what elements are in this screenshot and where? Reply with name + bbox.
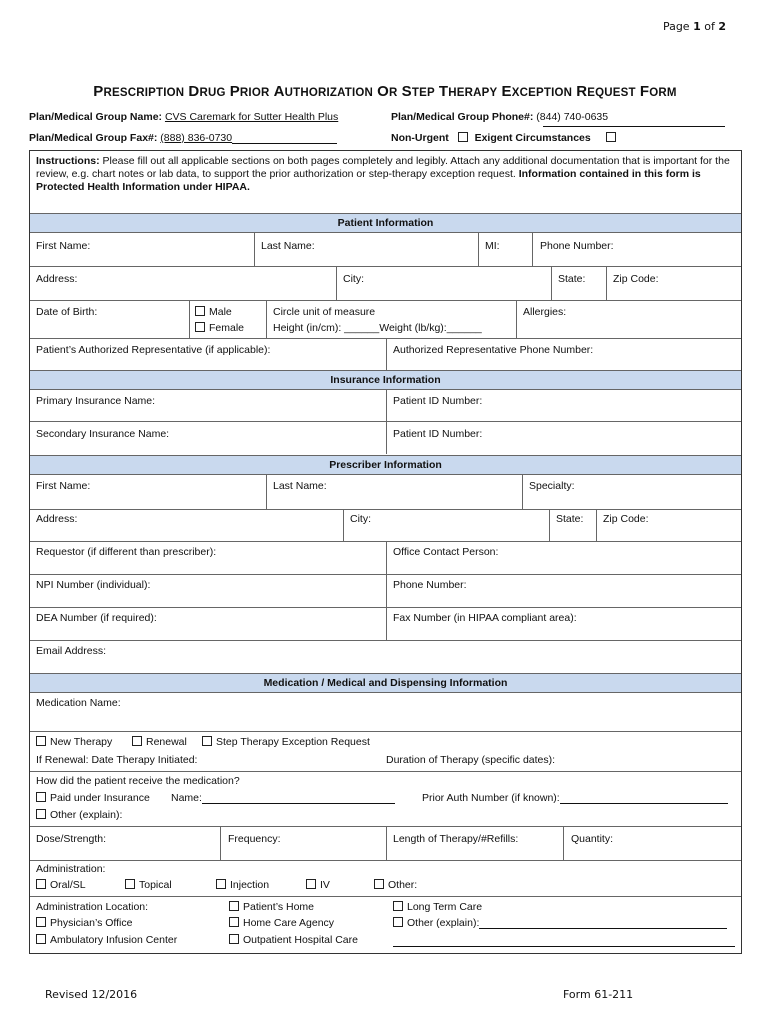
primary-insurance[interactable]: Primary Insurance Name: (36, 395, 156, 407)
secondary-insurance[interactable]: Secondary Insurance Name: (36, 428, 170, 440)
patient-info-header: Patient Information (30, 213, 741, 233)
patients-home-option[interactable] (229, 901, 314, 913)
prior-auth-field[interactable] (422, 792, 728, 804)
quantity[interactable]: Quantity: (571, 833, 614, 845)
ambulatory-label: Ambulatory Infusion Center (50, 934, 178, 946)
divider (30, 266, 741, 267)
instructions-hipaa: Information contained in this form is Protected Health Information under HIPAA. (36, 168, 701, 193)
female-checkbox[interactable] (195, 322, 205, 332)
oral-option[interactable] (36, 879, 86, 891)
oral-label: Oral/SL (50, 879, 86, 891)
iv-checkbox[interactable] (306, 879, 316, 889)
instructions-label: Instructions: (36, 155, 100, 167)
home-care-checkbox[interactable] (229, 917, 239, 927)
revised-date: Revised 12/2016 (45, 988, 138, 1001)
prescriber-zip[interactable]: Zip Code: (603, 513, 649, 525)
group-fax-value[interactable]: (888) 836-0730 (160, 132, 233, 144)
insurance-name-field[interactable] (171, 792, 395, 804)
authorized-rep-phone[interactable]: Authorized Representative Phone Number: (393, 344, 594, 356)
office-contact[interactable]: Office Contact Person: (393, 546, 499, 558)
long-term-label: Long Term Care (407, 901, 483, 913)
ambulatory-checkbox[interactable] (36, 934, 46, 944)
physicians-office-label: Physician’s Office (50, 917, 133, 929)
admin-other-label: Other: (388, 879, 418, 891)
divider (30, 896, 741, 897)
form-number: Form 61-211 (563, 988, 634, 1001)
email-address[interactable]: Email Address: (36, 645, 107, 657)
other-explain-label: Other (explain): (50, 809, 123, 821)
divider (478, 232, 479, 266)
topical-option[interactable] (125, 879, 172, 891)
prescriber-last-name[interactable]: Last Name: (273, 480, 327, 492)
divider (30, 771, 741, 772)
divider (386, 541, 387, 640)
therapy-length[interactable]: Length of Therapy/#Refills: (393, 833, 519, 845)
divider (386, 338, 387, 370)
divider (386, 826, 387, 860)
how-received-label: How did the patient receive the medication? (36, 775, 240, 787)
divider (549, 509, 550, 541)
patient-zip[interactable]: Zip Code: (613, 273, 659, 285)
divider (522, 475, 523, 509)
step-exception-label: Step Therapy Exception Request (216, 736, 370, 748)
circle-unit-label: Circle unit of measure (273, 306, 376, 318)
medication-info-header: Medication / Medical and Dispensing Information (30, 673, 741, 693)
instructions-text: Please fill out all applicable sections on both pages completely and legibly. Attach any additional documentation that is important for the review, e.g. chart notes or lab data, to support the prior authorization or step-therapy exception request. (36, 155, 730, 180)
step-exception-option[interactable] (202, 736, 370, 748)
divider (563, 826, 564, 860)
topical-label: Topical (139, 879, 172, 891)
group-phone-underline (543, 126, 725, 127)
female-label: Female (209, 322, 245, 334)
location-other-underline (479, 917, 727, 929)
divider (254, 232, 255, 266)
divider (336, 266, 337, 300)
paid-insurance-option[interactable] (36, 792, 150, 804)
male-checkbox[interactable] (195, 306, 205, 316)
form-title-text: PRESCRIPTION DRUG PRIOR AUTHORIZATION OR STEP THERAPY EXCEPTION REQUEST FORM (93, 83, 677, 100)
dose-strength[interactable]: Dose/Strength: (36, 833, 107, 845)
injection-label: Injection (230, 879, 270, 891)
requestor[interactable]: Requestor (if different than prescriber): (36, 546, 217, 558)
patient-first-name[interactable]: First Name: (36, 240, 91, 252)
location-other-option[interactable] (393, 917, 727, 929)
long-term-checkbox[interactable] (393, 901, 403, 911)
admin-location-label: Administration Location: (36, 901, 149, 913)
location-other-line2 (393, 946, 735, 947)
patient-allergies[interactable]: Allergies: (523, 306, 567, 318)
dea-number[interactable]: DEA Number (if required): (36, 612, 157, 624)
renewal-checkbox[interactable] (132, 736, 142, 746)
other-explain-option[interactable] (36, 809, 122, 821)
paid-insurance-checkbox[interactable] (36, 792, 46, 802)
divider (516, 300, 517, 338)
patient-dob[interactable]: Date of Birth: (36, 306, 98, 318)
therapy-duration[interactable]: Duration of Therapy (specific dates): (386, 754, 556, 766)
patient-last-name[interactable]: Last Name: (261, 240, 315, 252)
patient-mi[interactable]: MI: (485, 240, 500, 252)
divider (30, 300, 741, 301)
group-name-row (29, 111, 338, 123)
outpatient-checkbox[interactable] (229, 934, 239, 944)
group-fax-underline (232, 132, 337, 144)
group-fax-row (29, 132, 337, 144)
injection-checkbox[interactable] (216, 879, 226, 889)
insurance-info-header: Insurance Information (30, 370, 741, 390)
gender-female[interactable] (195, 322, 244, 334)
prescriber-fax[interactable]: Fax Number (in HIPAA compliant area): (393, 612, 577, 624)
outpatient-label: Outpatient Hospital Care (243, 934, 358, 946)
divider (30, 509, 741, 510)
administration-label: Administration: (36, 863, 106, 875)
step-exception-checkbox[interactable] (202, 736, 212, 746)
long-term-option[interactable] (393, 901, 482, 913)
divider (220, 826, 221, 860)
urgency-row (391, 132, 620, 144)
physicians-office-option[interactable] (36, 917, 132, 929)
group-phone-value[interactable]: (844) 740-0635 (536, 111, 609, 123)
renewal-date[interactable]: If Renewal: Date Therapy Initiated: (36, 754, 198, 766)
patients-home-checkbox[interactable] (229, 901, 239, 911)
form-body (29, 150, 742, 954)
divider (30, 574, 741, 575)
primary-patient-id[interactable]: Patient ID Number: (393, 395, 483, 407)
prescriber-first-name[interactable]: First Name: (36, 480, 91, 492)
non-urgent-label: Non-Urgent (391, 132, 449, 144)
divider (596, 509, 597, 541)
prescriber-state[interactable]: State: (556, 513, 584, 525)
prescriber-phone[interactable]: Phone Number: (393, 579, 467, 591)
npi-number[interactable]: NPI Number (individual): (36, 579, 151, 591)
divider (30, 640, 741, 641)
name-underline (202, 792, 395, 804)
home-care-label: Home Care Agency (243, 917, 335, 929)
authorized-rep[interactable]: Patient’s Authorized Representative (if applicable): (36, 344, 271, 356)
admin-other-option[interactable] (374, 879, 417, 891)
divider (30, 731, 741, 732)
injection-option[interactable] (216, 879, 269, 891)
new-therapy-checkbox[interactable] (36, 736, 46, 746)
admin-other-checkbox[interactable] (374, 879, 384, 889)
divider (606, 266, 607, 300)
instructions (36, 155, 736, 194)
divider (266, 300, 267, 338)
patient-address[interactable]: Address: (36, 273, 78, 285)
prescriber-info-header: Prescriber Information (30, 455, 741, 475)
patients-home-label: Patient’s Home (243, 901, 315, 913)
divider (30, 860, 741, 861)
group-name-label: Plan/Medical Group Name: (29, 111, 163, 123)
prescriber-address[interactable]: Address: (36, 513, 78, 525)
group-phone-row (391, 111, 608, 123)
secondary-patient-id[interactable]: Patient ID Number: (393, 428, 483, 440)
page-number: Page 1 of 2 (662, 20, 726, 33)
divider (532, 232, 533, 266)
home-care-option[interactable] (229, 917, 334, 929)
divider (189, 300, 190, 338)
form-title (0, 83, 770, 100)
patient-phone[interactable]: Phone Number: (540, 240, 614, 252)
paid-insurance-label: Paid under Insurance (50, 792, 150, 804)
renewal-option[interactable] (132, 736, 187, 748)
divider (266, 475, 267, 509)
prescriber-city[interactable]: City: (350, 513, 371, 525)
prior-auth-underline (560, 792, 728, 804)
height-weight-field[interactable]: Height (in/cm): ______Weight (lb/kg):______ (273, 322, 482, 334)
prescriber-specialty[interactable]: Specialty: (529, 480, 575, 492)
other-explain-checkbox[interactable] (36, 809, 46, 819)
renewal-label: Renewal (146, 736, 187, 748)
iv-option[interactable] (306, 879, 330, 891)
topical-checkbox[interactable] (125, 879, 135, 889)
name-label: Name: (171, 792, 202, 804)
divider (343, 509, 344, 541)
non-urgent-checkbox[interactable] (458, 132, 468, 142)
medication-name[interactable]: Medication Name: (36, 697, 121, 709)
patient-state[interactable]: State: (558, 273, 586, 285)
group-name-value[interactable]: CVS Caremark for Sutter Health Plus (164, 111, 339, 123)
divider (30, 421, 741, 422)
exigent-label: Exigent Circumstances (474, 132, 591, 144)
divider (30, 607, 741, 608)
physicians-office-checkbox[interactable] (36, 917, 46, 927)
iv-label: IV (320, 879, 330, 891)
prior-auth-label: Prior Auth Number (if known): (422, 792, 560, 804)
patient-city[interactable]: City: (343, 273, 364, 285)
location-other-checkbox[interactable] (393, 917, 403, 927)
ambulatory-option[interactable] (36, 934, 177, 946)
location-other-label: Other (explain): (407, 917, 480, 929)
outpatient-option[interactable] (229, 934, 358, 946)
new-therapy-label: New Therapy (50, 736, 113, 748)
gender-male[interactable] (195, 306, 232, 318)
exigent-checkbox[interactable] (606, 132, 616, 142)
oral-checkbox[interactable] (36, 879, 46, 889)
divider (551, 266, 552, 300)
group-fax-label: Plan/Medical Group Fax#: (29, 132, 158, 144)
divider (386, 390, 387, 454)
frequency[interactable]: Frequency: (228, 833, 281, 845)
group-phone-label: Plan/Medical Group Phone#: (391, 111, 534, 123)
new-therapy-option[interactable] (36, 736, 112, 748)
male-label: Male (209, 306, 232, 318)
